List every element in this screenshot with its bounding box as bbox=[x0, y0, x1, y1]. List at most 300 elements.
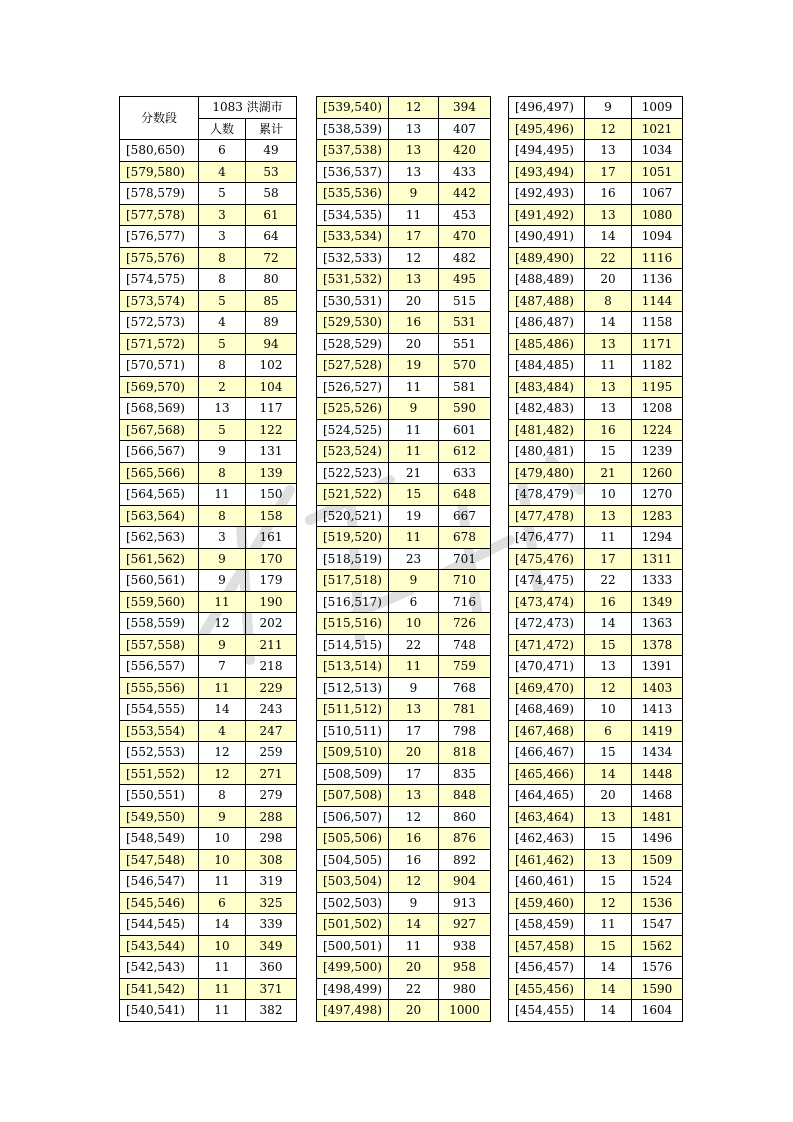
score-range-cell: [470,471) bbox=[509, 656, 585, 678]
cumulative-cell: 648 bbox=[439, 484, 491, 506]
count-cell: 14 bbox=[585, 613, 632, 635]
cumulative-cell: 170 bbox=[246, 548, 297, 570]
cumulative-cell: 1224 bbox=[632, 419, 683, 441]
cumulative-cell: 158 bbox=[246, 505, 297, 527]
count-cell: 12 bbox=[585, 892, 632, 914]
cumulative-cell: 913 bbox=[439, 892, 491, 914]
score-range-cell: [543,544) bbox=[120, 935, 199, 957]
score-range-cell: [472,473) bbox=[509, 613, 585, 635]
count-cell: 13 bbox=[389, 699, 439, 721]
cumulative-cell: 1067 bbox=[632, 183, 683, 205]
count-cell: 12 bbox=[199, 742, 246, 764]
cumulative-cell: 1294 bbox=[632, 527, 683, 549]
table-row bbox=[120, 247, 297, 269]
table-row bbox=[317, 548, 491, 570]
count-cell: 5 bbox=[199, 290, 246, 312]
table-row bbox=[317, 505, 491, 527]
table-row bbox=[120, 140, 297, 162]
table-row bbox=[317, 462, 491, 484]
score-range-cell: [552,553) bbox=[120, 742, 199, 764]
school-header: 1083 洪湖市 bbox=[199, 97, 297, 119]
cumulative-cell: 72 bbox=[246, 247, 297, 269]
count-cell: 11 bbox=[389, 527, 439, 549]
table-row bbox=[509, 677, 683, 699]
table-row bbox=[120, 505, 297, 527]
score-range-cell: [540,541) bbox=[120, 1000, 199, 1022]
score-range-cell: [462,463) bbox=[509, 828, 585, 850]
count-cell: 9 bbox=[199, 806, 246, 828]
count-cell: 11 bbox=[389, 376, 439, 398]
cumulative-cell: 835 bbox=[439, 763, 491, 785]
count-cell: 11 bbox=[199, 677, 246, 699]
count-cell: 16 bbox=[585, 591, 632, 613]
count-cell: 11 bbox=[199, 484, 246, 506]
count-cell: 15 bbox=[585, 634, 632, 656]
score-range-cell: [572,573) bbox=[120, 312, 199, 334]
score-range-cell: [515,516) bbox=[317, 613, 389, 635]
cumulative-cell: 1116 bbox=[632, 247, 683, 269]
cumulative-cell: 482 bbox=[439, 247, 491, 269]
score-range-cell: [519,520) bbox=[317, 527, 389, 549]
table-row bbox=[509, 828, 683, 850]
cumulative-cell: 279 bbox=[246, 785, 297, 807]
count-cell: 3 bbox=[199, 204, 246, 226]
cumulative-cell: 716 bbox=[439, 591, 491, 613]
table-row bbox=[509, 226, 683, 248]
table-row bbox=[120, 806, 297, 828]
count-cell: 14 bbox=[585, 312, 632, 334]
count-cell: 20 bbox=[389, 290, 439, 312]
table-row bbox=[509, 118, 683, 140]
cumulative-cell: 1496 bbox=[632, 828, 683, 850]
score-range-cell: [576,577) bbox=[120, 226, 199, 248]
score-range-cell: [490,491) bbox=[509, 226, 585, 248]
count-cell: 9 bbox=[199, 548, 246, 570]
count-cell: 13 bbox=[585, 806, 632, 828]
table-row bbox=[509, 634, 683, 656]
cumulative-cell: 633 bbox=[439, 462, 491, 484]
count-cell: 16 bbox=[585, 183, 632, 205]
table-row bbox=[317, 720, 491, 742]
table-row bbox=[317, 935, 491, 957]
count-cell: 8 bbox=[199, 505, 246, 527]
cumulative-cell: 1333 bbox=[632, 570, 683, 592]
cumulative-cell: 678 bbox=[439, 527, 491, 549]
table-row bbox=[509, 914, 683, 936]
count-cell: 11 bbox=[585, 527, 632, 549]
score-range-cell: [521,522) bbox=[317, 484, 389, 506]
table-row bbox=[120, 398, 297, 420]
cumulative-cell: 49 bbox=[246, 140, 297, 162]
table-row bbox=[120, 312, 297, 334]
score-range-cell: [454,455) bbox=[509, 1000, 585, 1022]
cumulative-cell: 420 bbox=[439, 140, 491, 162]
cumulative-cell: 1391 bbox=[632, 656, 683, 678]
count-cell: 10 bbox=[199, 828, 246, 850]
count-header: 人数 bbox=[199, 118, 246, 140]
table-row bbox=[317, 591, 491, 613]
count-cell: 23 bbox=[389, 548, 439, 570]
table-row bbox=[317, 226, 491, 248]
score-range-cell: [573,574) bbox=[120, 290, 199, 312]
cumulative-cell: 531 bbox=[439, 312, 491, 334]
cumulative-cell: 1562 bbox=[632, 935, 683, 957]
table-row bbox=[120, 699, 297, 721]
count-cell: 13 bbox=[389, 161, 439, 183]
score-range-cell: [569,570) bbox=[120, 376, 199, 398]
table-row bbox=[120, 677, 297, 699]
cumulative-cell: 1195 bbox=[632, 376, 683, 398]
score-range-cell: [532,533) bbox=[317, 247, 389, 269]
count-cell: 7 bbox=[199, 656, 246, 678]
cumulative-cell: 1009 bbox=[632, 97, 683, 119]
cumulative-cell: 1524 bbox=[632, 871, 683, 893]
table-row bbox=[120, 785, 297, 807]
count-cell: 22 bbox=[389, 978, 439, 1000]
cumulative-cell: 1403 bbox=[632, 677, 683, 699]
score-range-cell: [458,459) bbox=[509, 914, 585, 936]
score-range-cell: [484,485) bbox=[509, 355, 585, 377]
count-cell: 14 bbox=[585, 226, 632, 248]
count-cell: 20 bbox=[389, 957, 439, 979]
score-range-cell: [517,518) bbox=[317, 570, 389, 592]
score-range-cell: [547,548) bbox=[120, 849, 199, 871]
table-row bbox=[120, 978, 297, 1000]
table-row bbox=[120, 484, 297, 506]
cumulative-cell: 1536 bbox=[632, 892, 683, 914]
cumulative-cell: 601 bbox=[439, 419, 491, 441]
count-cell: 10 bbox=[585, 699, 632, 721]
cumulative-cell: 860 bbox=[439, 806, 491, 828]
count-cell: 8 bbox=[199, 785, 246, 807]
cumulative-cell: 94 bbox=[246, 333, 297, 355]
cumulative-cell: 759 bbox=[439, 656, 491, 678]
table-row bbox=[509, 849, 683, 871]
count-cell: 12 bbox=[389, 247, 439, 269]
cumulative-cell: 339 bbox=[246, 914, 297, 936]
cumulative-cell: 1468 bbox=[632, 785, 683, 807]
cumulative-cell: 122 bbox=[246, 419, 297, 441]
score-range-cell: [492,493) bbox=[509, 183, 585, 205]
score-range-cell: [476,477) bbox=[509, 527, 585, 549]
score-range-cell: [478,479) bbox=[509, 484, 585, 506]
range-header: 分数段 bbox=[120, 97, 199, 140]
cumulative-cell: 1260 bbox=[632, 462, 683, 484]
count-cell: 6 bbox=[585, 720, 632, 742]
cumulative-cell: 161 bbox=[246, 527, 297, 549]
cumulative-cell: 1136 bbox=[632, 269, 683, 291]
count-cell: 22 bbox=[389, 634, 439, 656]
table-row bbox=[120, 1000, 297, 1022]
count-cell: 3 bbox=[199, 226, 246, 248]
score-range-cell: [541,542) bbox=[120, 978, 199, 1000]
cumulative-cell: 1311 bbox=[632, 548, 683, 570]
count-cell: 11 bbox=[199, 957, 246, 979]
score-range-cell: [565,566) bbox=[120, 462, 199, 484]
count-cell: 11 bbox=[585, 914, 632, 936]
count-cell: 10 bbox=[389, 613, 439, 635]
cumulative-cell: 1144 bbox=[632, 290, 683, 312]
cumulative-cell: 382 bbox=[246, 1000, 297, 1022]
table-row bbox=[317, 204, 491, 226]
table-row bbox=[120, 290, 297, 312]
count-cell: 11 bbox=[199, 871, 246, 893]
cumulative-cell: 1182 bbox=[632, 355, 683, 377]
cumulative-cell: 781 bbox=[439, 699, 491, 721]
cumulative-cell: 1547 bbox=[632, 914, 683, 936]
cumulative-cell: 1283 bbox=[632, 505, 683, 527]
score-range-cell: [481,482) bbox=[509, 419, 585, 441]
score-table-3 bbox=[508, 96, 683, 1022]
score-range-cell: [531,532) bbox=[317, 269, 389, 291]
score-range-cell: [579,580) bbox=[120, 161, 199, 183]
table-row bbox=[509, 140, 683, 162]
cumulative-cell: 1349 bbox=[632, 591, 683, 613]
score-range-cell: [491,492) bbox=[509, 204, 585, 226]
cumulative-cell: 211 bbox=[246, 634, 297, 656]
score-range-cell: [520,521) bbox=[317, 505, 389, 527]
score-range-cell: [561,562) bbox=[120, 548, 199, 570]
cumulative-cell: 1419 bbox=[632, 720, 683, 742]
count-cell: 13 bbox=[389, 785, 439, 807]
table-row bbox=[317, 957, 491, 979]
score-range-cell: [564,565) bbox=[120, 484, 199, 506]
cumulative-cell: 308 bbox=[246, 849, 297, 871]
count-cell: 12 bbox=[389, 871, 439, 893]
count-cell: 6 bbox=[389, 591, 439, 613]
table-row bbox=[120, 656, 297, 678]
table-row bbox=[120, 763, 297, 785]
count-cell: 4 bbox=[199, 312, 246, 334]
cumulative-cell: 1413 bbox=[632, 699, 683, 721]
count-cell: 11 bbox=[389, 441, 439, 463]
score-range-cell: [526,527) bbox=[317, 376, 389, 398]
score-range-cell: [522,523) bbox=[317, 462, 389, 484]
count-cell: 13 bbox=[585, 204, 632, 226]
count-cell: 13 bbox=[389, 118, 439, 140]
count-cell: 11 bbox=[199, 591, 246, 613]
count-cell: 13 bbox=[199, 398, 246, 420]
count-cell: 13 bbox=[585, 398, 632, 420]
score-range-cell: [554,555) bbox=[120, 699, 199, 721]
table-row bbox=[120, 548, 297, 570]
score-range-cell: [574,575) bbox=[120, 269, 199, 291]
score-range-cell: [536,537) bbox=[317, 161, 389, 183]
score-range-cell: [533,534) bbox=[317, 226, 389, 248]
table-row bbox=[317, 118, 491, 140]
score-range-cell: [516,517) bbox=[317, 591, 389, 613]
table-row bbox=[509, 935, 683, 957]
cumulative-cell: 1158 bbox=[632, 312, 683, 334]
count-cell: 15 bbox=[585, 871, 632, 893]
cumulative-cell: 1080 bbox=[632, 204, 683, 226]
score-range-cell: [557,558) bbox=[120, 634, 199, 656]
table-row bbox=[509, 333, 683, 355]
count-cell: 16 bbox=[389, 312, 439, 334]
table-row bbox=[317, 742, 491, 764]
score-range-cell: [457,458) bbox=[509, 935, 585, 957]
count-cell: 16 bbox=[585, 419, 632, 441]
count-cell: 12 bbox=[389, 806, 439, 828]
table-row bbox=[317, 785, 491, 807]
cumulative-cell: 581 bbox=[439, 376, 491, 398]
table-row bbox=[509, 247, 683, 269]
count-cell: 15 bbox=[585, 742, 632, 764]
table-row bbox=[120, 742, 297, 764]
count-cell: 13 bbox=[585, 849, 632, 871]
count-cell: 12 bbox=[389, 97, 439, 119]
count-cell: 20 bbox=[585, 785, 632, 807]
table-row bbox=[509, 505, 683, 527]
count-cell: 9 bbox=[199, 570, 246, 592]
score-range-cell: [477,478) bbox=[509, 505, 585, 527]
count-cell: 11 bbox=[389, 204, 439, 226]
table-row bbox=[120, 527, 297, 549]
cumulative-cell: 102 bbox=[246, 355, 297, 377]
table-row bbox=[317, 871, 491, 893]
count-cell: 17 bbox=[389, 720, 439, 742]
cumulative-cell: 927 bbox=[439, 914, 491, 936]
table-row bbox=[509, 806, 683, 828]
table-row bbox=[509, 290, 683, 312]
table-row bbox=[509, 548, 683, 570]
table-row bbox=[509, 699, 683, 721]
cumulative-cell: 349 bbox=[246, 935, 297, 957]
count-cell: 14 bbox=[585, 1000, 632, 1022]
cumulative-cell: 1034 bbox=[632, 140, 683, 162]
cumulative-cell: 104 bbox=[246, 376, 297, 398]
table-row bbox=[120, 226, 297, 248]
count-cell: 20 bbox=[389, 1000, 439, 1022]
count-cell: 11 bbox=[389, 935, 439, 957]
table-row bbox=[317, 978, 491, 1000]
table-row bbox=[509, 97, 683, 119]
table-row bbox=[120, 828, 297, 850]
count-cell: 13 bbox=[585, 376, 632, 398]
count-cell: 9 bbox=[389, 570, 439, 592]
score-range-cell: [556,557) bbox=[120, 656, 199, 678]
table-row bbox=[509, 419, 683, 441]
score-range-cell: [507,508) bbox=[317, 785, 389, 807]
table-row bbox=[317, 914, 491, 936]
score-range-cell: [487,488) bbox=[509, 290, 585, 312]
table-row bbox=[120, 849, 297, 871]
count-cell: 8 bbox=[199, 355, 246, 377]
table-row bbox=[509, 161, 683, 183]
count-cell: 8 bbox=[199, 247, 246, 269]
count-cell: 12 bbox=[199, 763, 246, 785]
count-cell: 10 bbox=[585, 484, 632, 506]
score-range-cell: [537,538) bbox=[317, 140, 389, 162]
score-range-cell: [558,559) bbox=[120, 613, 199, 635]
cumulative-cell: 726 bbox=[439, 613, 491, 635]
count-cell: 11 bbox=[389, 656, 439, 678]
score-range-cell: [505,506) bbox=[317, 828, 389, 850]
score-range-cell: [510,511) bbox=[317, 720, 389, 742]
score-range-cell: [529,530) bbox=[317, 312, 389, 334]
score-range-cell: [486,487) bbox=[509, 312, 585, 334]
cumulative-cell: 892 bbox=[439, 849, 491, 871]
table-row bbox=[317, 312, 491, 334]
cumulative-cell: 433 bbox=[439, 161, 491, 183]
score-range-cell: [480,481) bbox=[509, 441, 585, 463]
count-cell: 19 bbox=[389, 505, 439, 527]
count-cell: 21 bbox=[389, 462, 439, 484]
count-cell: 20 bbox=[389, 742, 439, 764]
score-range-cell: [566,567) bbox=[120, 441, 199, 463]
count-cell: 17 bbox=[585, 548, 632, 570]
cumulative-cell: 319 bbox=[246, 871, 297, 893]
table-row bbox=[120, 634, 297, 656]
count-cell: 10 bbox=[199, 849, 246, 871]
score-range-cell: [523,524) bbox=[317, 441, 389, 463]
table-row bbox=[120, 419, 297, 441]
count-cell: 15 bbox=[389, 484, 439, 506]
table-row bbox=[317, 333, 491, 355]
score-range-cell: [496,497) bbox=[509, 97, 585, 119]
count-cell: 22 bbox=[585, 570, 632, 592]
count-cell: 14 bbox=[389, 914, 439, 936]
cumulative-cell: 1434 bbox=[632, 742, 683, 764]
count-cell: 3 bbox=[199, 527, 246, 549]
score-range-cell: [498,499) bbox=[317, 978, 389, 1000]
count-cell: 6 bbox=[199, 140, 246, 162]
cumulative-cell: 131 bbox=[246, 441, 297, 463]
cumulative-cell: 179 bbox=[246, 570, 297, 592]
table-row bbox=[317, 613, 491, 635]
table-row bbox=[317, 892, 491, 914]
score-range-cell: [506,507) bbox=[317, 806, 389, 828]
cumulative-cell: 515 bbox=[439, 290, 491, 312]
table-row bbox=[509, 398, 683, 420]
table-row bbox=[509, 785, 683, 807]
cumulative-cell: 360 bbox=[246, 957, 297, 979]
cumulative-cell: 58 bbox=[246, 183, 297, 205]
score-range-cell: [501,502) bbox=[317, 914, 389, 936]
cumulative-cell: 904 bbox=[439, 871, 491, 893]
score-range-cell: [575,576) bbox=[120, 247, 199, 269]
count-cell: 22 bbox=[585, 247, 632, 269]
table-row bbox=[509, 527, 683, 549]
score-range-cell: [577,578) bbox=[120, 204, 199, 226]
score-range-cell: [479,480) bbox=[509, 462, 585, 484]
table-row bbox=[509, 441, 683, 463]
score-range-cell: [549,550) bbox=[120, 806, 199, 828]
count-cell: 15 bbox=[585, 441, 632, 463]
table-row bbox=[317, 634, 491, 656]
table-row bbox=[120, 957, 297, 979]
table-row bbox=[317, 527, 491, 549]
score-range-cell: [559,560) bbox=[120, 591, 199, 613]
cumulative-cell: 1481 bbox=[632, 806, 683, 828]
cumulative-cell: 938 bbox=[439, 935, 491, 957]
cumulative-cell: 1378 bbox=[632, 634, 683, 656]
count-cell: 11 bbox=[389, 419, 439, 441]
score-range-cell: [560,561) bbox=[120, 570, 199, 592]
score-range-cell: [530,531) bbox=[317, 290, 389, 312]
count-cell: 17 bbox=[389, 226, 439, 248]
table-row bbox=[509, 269, 683, 291]
table-row bbox=[120, 462, 297, 484]
count-cell: 5 bbox=[199, 419, 246, 441]
cumulative-cell: 229 bbox=[246, 677, 297, 699]
cumulative-cell: 139 bbox=[246, 462, 297, 484]
count-cell: 16 bbox=[389, 849, 439, 871]
score-range-cell: [524,525) bbox=[317, 419, 389, 441]
count-cell: 17 bbox=[585, 161, 632, 183]
score-range-cell: [508,509) bbox=[317, 763, 389, 785]
table-row bbox=[120, 871, 297, 893]
